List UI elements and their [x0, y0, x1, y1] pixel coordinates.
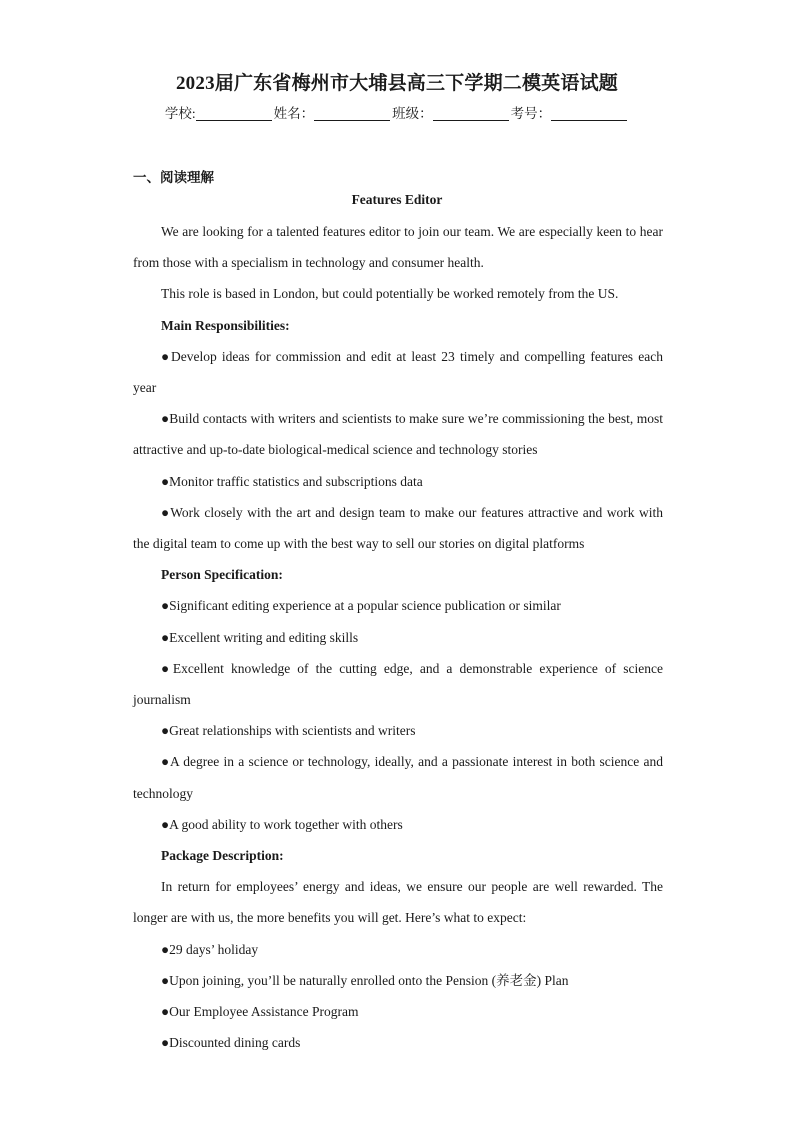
class-label: 班级： — [392, 106, 433, 121]
exam-number-label: 考号： — [510, 106, 552, 121]
student-info-line — [0, 102, 794, 122]
paragraph: ●Build contacts with writers and scientists to make sure we’re commissioning the best, most attractive and up-to-date biological-medical science and technology stories — [133, 411, 663, 458]
exam-number-field — [511, 102, 630, 122]
class-field — [392, 102, 511, 122]
name-blank[interactable] — [314, 106, 390, 121]
subheading: Package Description: — [161, 848, 284, 864]
section-heading: 一、阅读理解 — [133, 170, 214, 185]
document-title: 2023届广东省梅州市大埔县高三下学期二模英语试题 — [175, 73, 618, 94]
paragraph: In return for employees’ energy and ideas, we ensure our people are well rewarded. The longer are with us, the more benefits you will get. Here’s what to expect: — [133, 879, 663, 926]
name-field — [274, 102, 393, 122]
paragraph: ●29 days’ holiday — [161, 941, 259, 957]
class-blank[interactable] — [433, 106, 509, 121]
paragraph: ●Great relationships with scientists and writers — [161, 723, 416, 739]
paragraph: This role is based in London, but could potentially be worked remotely from the US. — [161, 286, 619, 302]
paragraph: ●Upon joining, you’ll be naturally enrolled onto the Pension (养老金) Plan — [161, 972, 569, 988]
paragraph: ●Work closely with the art and design team to make our features attractive and work with the digital team to come up with the best way to sell our stories on digital platforms — [133, 504, 663, 552]
name-label: 姓名： — [273, 106, 315, 121]
paragraph: ●Develop ideas for commission and edit at least 23 timely and compelling features each year — [133, 348, 663, 396]
exam-number-blank[interactable] — [551, 106, 627, 121]
subheading: Person Specification: — [161, 567, 283, 583]
paragraph: ●Excellent knowledge of the cutting edge, and a demonstrable experience of science journalism — [133, 660, 663, 708]
school-field — [165, 102, 274, 122]
paragraph: ●A good ability to work together with others — [161, 816, 403, 832]
paragraph: ●Our Employee Assistance Program — [161, 1004, 359, 1020]
paragraph: ●A degree in a science or technology, ideally, and a passionate interest in both science and technology — [133, 754, 663, 801]
article-title: Features Editor — [351, 192, 443, 207]
school-blank[interactable] — [196, 106, 272, 121]
school-label: 学校: — [164, 106, 196, 121]
paragraph: We are looking for a talented features editor to join our team. We are especially keen to hear from those with a specialism in technology and consumer health. — [133, 224, 663, 271]
paragraph: ●Significant editing experience at a popular science publication or similar — [161, 598, 561, 614]
article-body — [133, 216, 663, 1058]
paragraph: ●Discounted dining cards — [161, 1035, 301, 1051]
paragraph: ●Monitor traffic statistics and subscriptions data — [161, 473, 423, 489]
paragraph: ●Excellent writing and editing skills — [161, 629, 359, 645]
subheading: Main Responsibilities: — [161, 317, 290, 333]
